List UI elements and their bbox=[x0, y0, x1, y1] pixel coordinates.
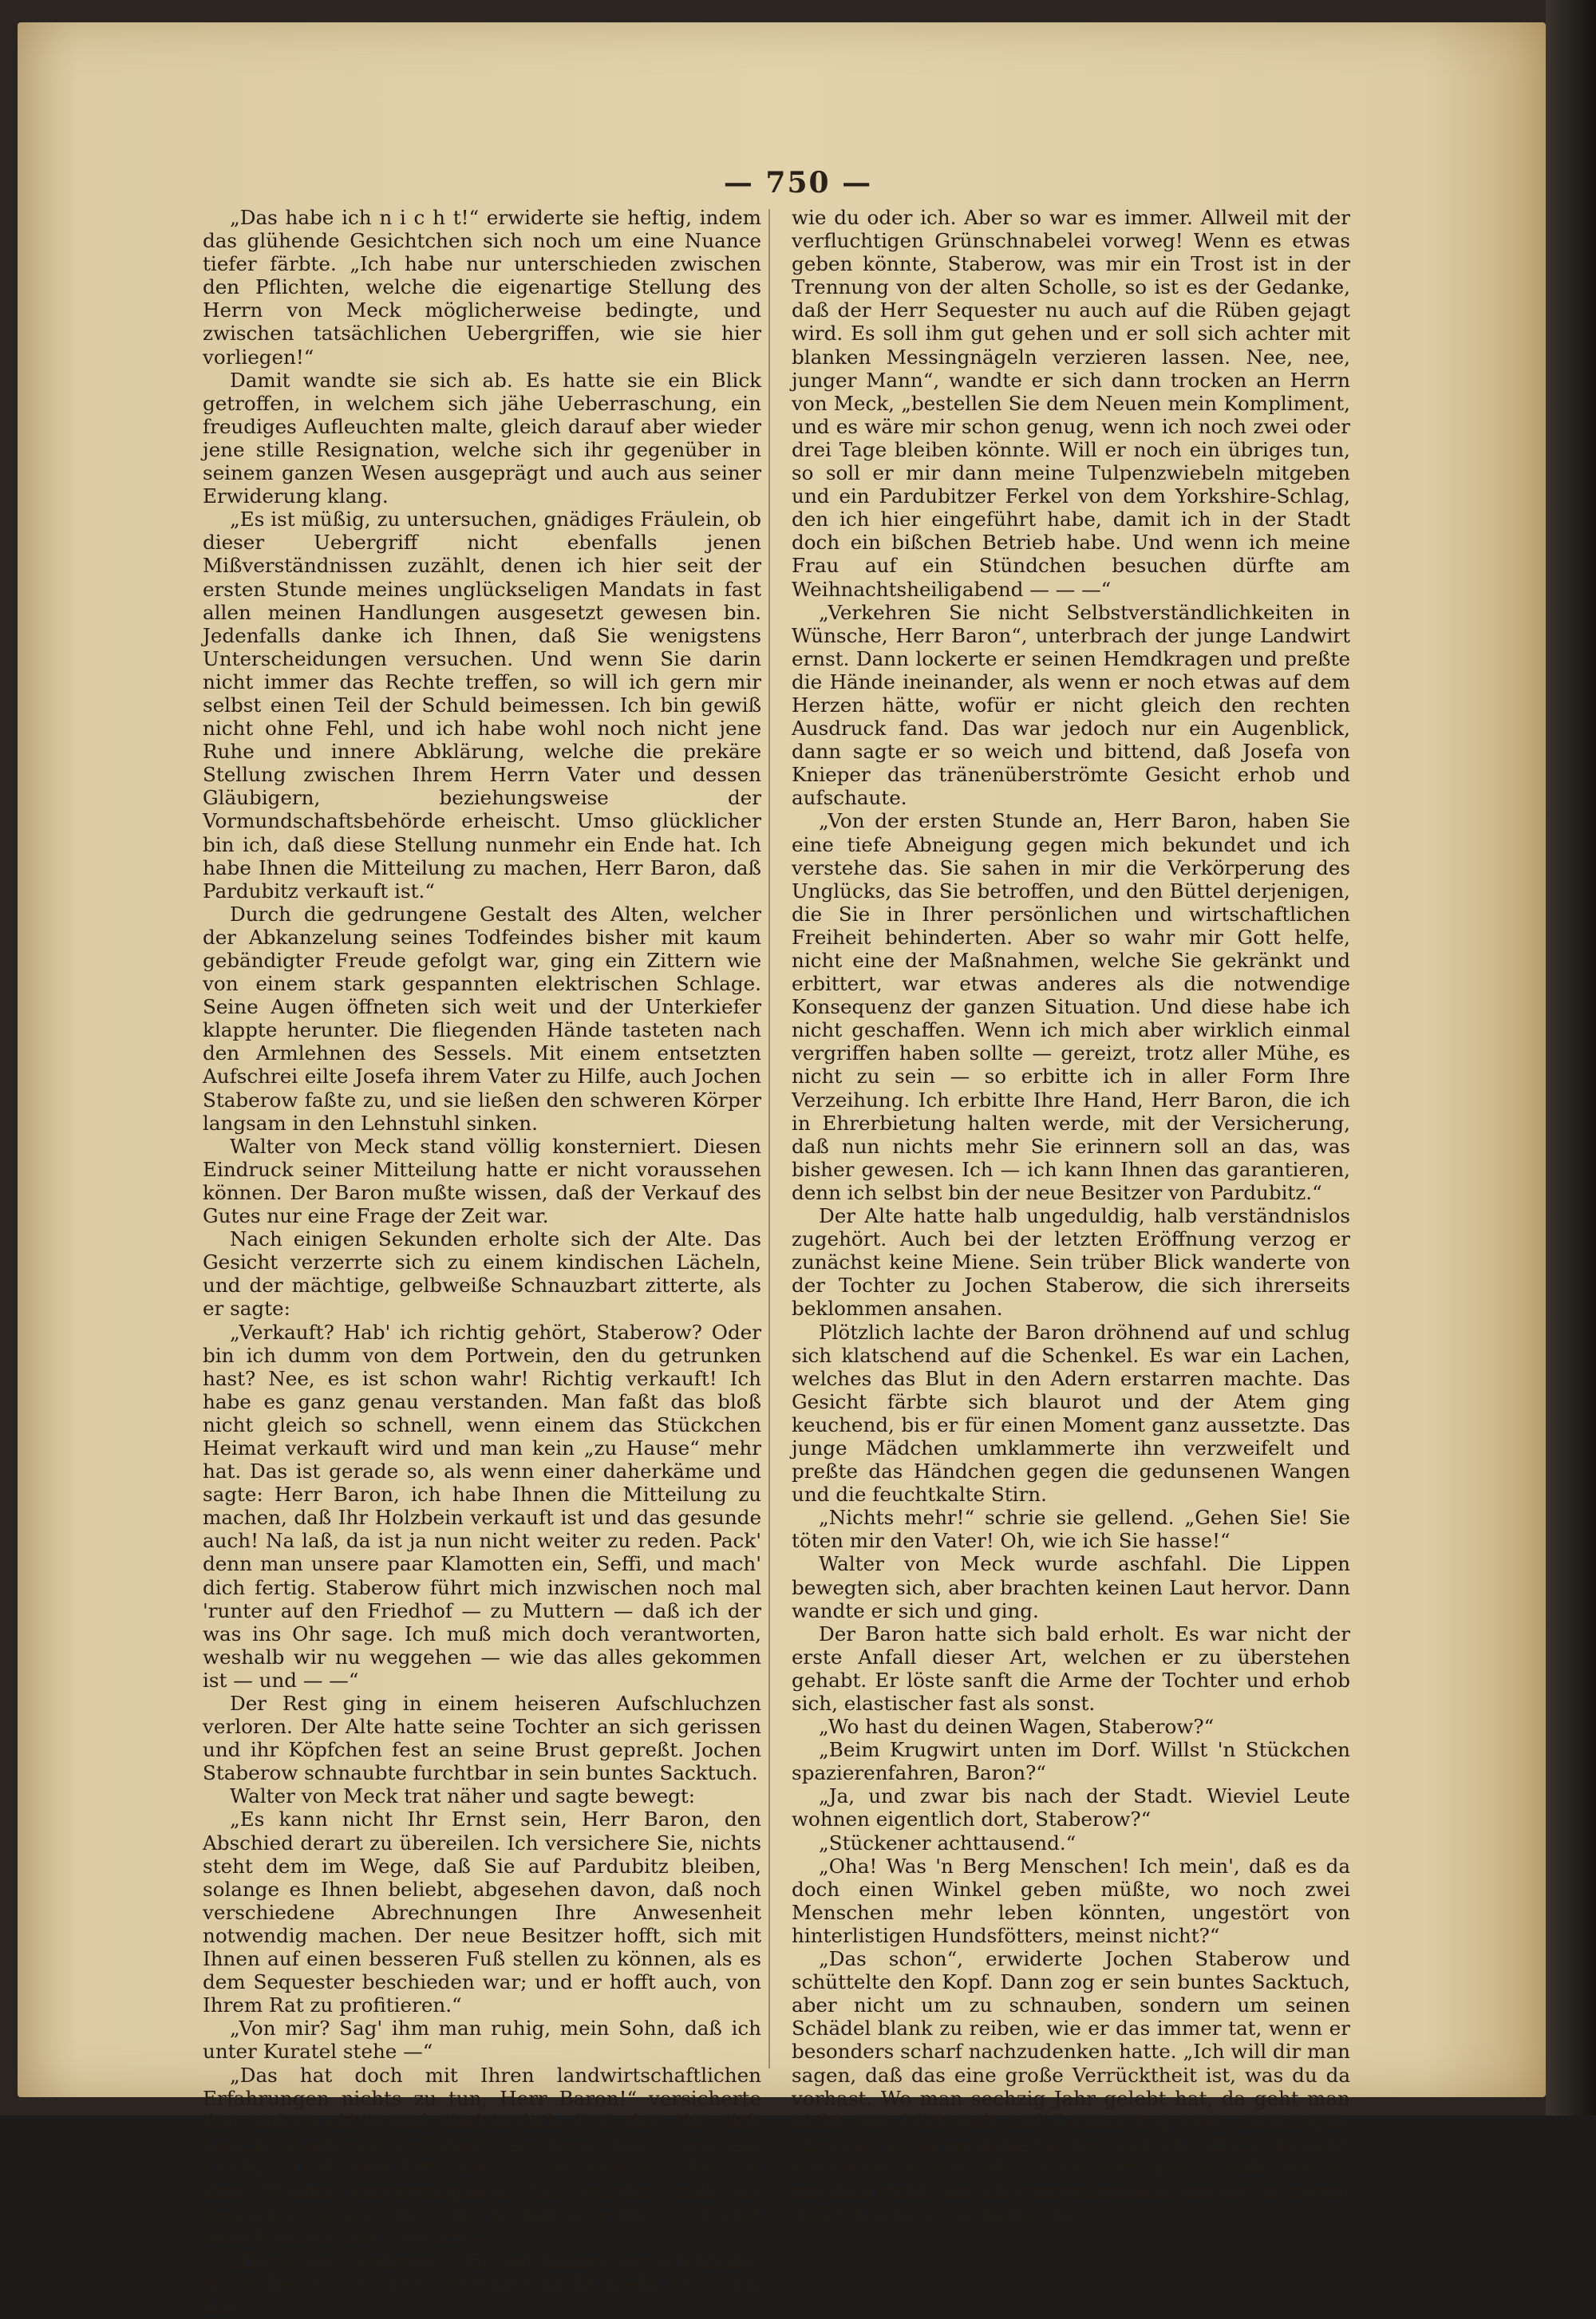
left-text-column bbox=[203, 206, 761, 2319]
paragraph: Walter von Meck stand völlig konsterniert. Diesen Eindruck seiner Mitteilung hatte er nicht voraussehen können. Der Baron mußte wissen, daß der Verkauf des Gutes nur eine Frage der Zeit war. bbox=[203, 1134, 761, 1228]
paragraph: Damit wandte sie sich ab. Es hatte sie ein Blick getroffen, in welchem sich jähe Ueberraschung, ein freudiges Aufleuchten malte, gleich darauf aber wieder jene stille Resignation, welche sich ihr gegenüber in seinem ganzen Wesen ausgeprägt und auch aus seiner Erwiderung klang. bbox=[203, 368, 761, 508]
column-divider bbox=[768, 209, 770, 2068]
paragraph: „Von der ersten Stunde an, Herr Baron, haben Sie eine tiefe Abneigung gegen mich bekundet und ich verstehe das. Sie sahen in mir die Verkörperung des Unglücks, das Sie betroffen, und den Büttel derjenigen, die Sie in Ihrer persönlichen und wirtschaftlichen Freiheit behinderten. Aber so wahr mir Gott helfe, nicht eine der Maßnahmen, welche Sie gekränkt und erbittert, war etwas anderes als die notwendige Konsequenz der ganzen Situation. Und diese habe ich nicht geschaffen. Wenn ich mich aber wirklich einmal vergriffen haben sollte — gereizt, trotz aller Mühe, es nicht zu sein — so erbitte ich in aller Form Ihre Verzeihung. Ich erbitte Ihre Hand, Herr Baron, die ich in Ehrerbietung halten werde, mit der Versicherung, daß nun nichts mehr Sie erinnern soll an das, was bisher gewesen. Ich — ich kann Ihnen das garantieren, denn ich selbst bin der neue Besitzer von Pardubitz.“ bbox=[792, 809, 1350, 1204]
paragraph: Der Baron hatte sich bald erholt. Es war nicht der erste Anfall dieser Art, welchen er zu überstehen gehabt. Er löste sanft die Arme der Tochter und erhob sich, elastischer fast als sonst. bbox=[792, 1622, 1350, 1715]
paragraph: Walter von Meck trat näher und sagte bewegt: bbox=[230, 1784, 696, 1808]
paragraph: Durch die gedrungene Gestalt des Alten, welcher der Abkanzelung seines Todfeindes bisher mit kaum gebändigter Freude gefolgt war, ging ein Zittern wie von einem stark gespannten elektrischen Schlage. Seine Augen öffneten sich weit und der Unterkiefer klappte herunter. Die fliegenden Hände tasteten nach den Armlehnen des Sessels. Mit einem entsetzten Aufschrei eilte Josefa ihrem Vater zu Hilfe, auch Jochen Staberow faßte zu, und sie ließen den schweren Körper langsam in den Lehnstuhl sinken. bbox=[203, 902, 761, 1135]
paragraph: „Verkauft? Hab' ich richtig gehört, Staberow? Oder bin ich dumm von dem Portwein, den du getrunken hast? Nee, es ist schon wahr! Richtig verkauft! Ich habe es ganz genau verstanden. Man faßt das bloß nicht gleich so schnell, wenn einem das Stückchen Heimat verkauft wird und man kein „zu Hause“ mehr hat. Das ist gerade so, als wenn einer daherkäme und sagte: Herr Baron, ich habe Ihnen die Mitteilung zu machen, daß Ihr Holzbein verkauft ist und das gesunde auch! Na laß, da ist ja nun nicht weiter zu reden. Pack' denn man unsere paar Klamotten ein, Seffi, und mach' dich fertig. Staberow führt mich inzwischen noch mal 'runter auf den Friedhof — zu Muttern — daß ich der was ins Ohr sage. Ich muß mich doch verantworten, weshalb wir nu weggehen — wie das alles gekommen ist — und — —“ bbox=[203, 1320, 761, 1692]
paragraph: „Das schon“, erwiderte Jochen Staberow und schüttelte den Kopf. Dann zog er sein buntes Sacktuch, aber nicht um zu schnauben, sondern um seinen Schädel blank zu reiben, wie er das immer tat, wenn er besonders scharf nachzudenken hatte. „Ich will dir man sagen, daß das eine große Verrücktheit ist, was du da vorhast. Wo man sechzig Jahr gelebt hat, da geht man nicht von Mittwoch auf Donnerstag weg, sozusagen. Aber das ist ja nu deine Sache, und ich will dir da nicht reinreden, Baron. Als ich gestern gehört hab', wie es um dich steht, bin ich rausgekommen, um dir zu sagen, daß ich in meinem Haus ein bbox=[792, 1947, 1350, 2226]
paragraph: „Oha! Was 'n Berg Menschen! Ich mein', daß es da doch einen Winkel geben müßte, wo noch zwei Menschen mehr leben könnten, ungestört von hinterlistigen Hundsfötters, meinst nicht?“ bbox=[792, 1854, 1350, 1947]
paragraph: Walter von Meck wurde aschfahl. Die Lippen bewegten sich, aber brachten keinen Laut hervor. Dann wandte er sich und ging. bbox=[792, 1552, 1350, 1622]
paragraph: Nach einigen Sekunden erholte sich der Alte. Das Gesicht verzerrte sich zu einem kindischen Lächeln, und der mächtige, gelbweiße Schnauzbart zitterte, als er sagte: bbox=[203, 1227, 761, 1321]
paragraph: „Stückener achttausend.“ bbox=[819, 1831, 1077, 1855]
paragraph: „Nichts mehr!“ schrie sie gellend. „Gehen Sie! Sie töten mir den Vater! Oh, wie ich Sie hasse!“ bbox=[792, 1506, 1350, 1553]
paragraph: „Es ist müßig, zu untersuchen, gnädiges Fräulein, ob dieser Uebergriff nicht ebenfalls jenen Mißverständnissen zuzählt, denen ich hier seit der ersten Stunde meines unglückseligen Mandats in fast allen meinen Handlungen ausgesetzt gewesen bin. Jedenfalls danke ich Ihnen, daß Sie wenigstens Unterscheidungen versuchen. Und wenn Sie darin nicht immer das Rechte treffen, so will ich gern mir selbst einen Teil der Schuld beimessen. Ich bin gewiß nicht ohne Fehl, und ich habe wohl noch nicht jene Ruhe und innere Abklärung, welche die prekäre Stellung zwischen Ihrem Herrn Vater und dessen Gläubigern, beziehungsweise der Vormundschaftsbehörde erheischt. Umso glücklicher bin ich, daß diese Stellung nunmehr ein Ende hat. Ich habe Ihnen die Mitteilung zu machen, Herr Baron, daß Pardubitz verkauft ist.“ bbox=[203, 508, 761, 903]
paragraph: „Das hat doch mit Ihren landwirtschaftlichen Erfahrungen nichts zu tun, Herr Baron!“ versicherte der andere eifrig und eindringlich. Daß der Alte sich hierzu überhaupt geäußert, erschien ihm schon ein Erfolg. „Und dann bitte ich Sie, zu erwägen, daß wir dem Winter entgegengehen. Sie würden sich da besonders schwer in neue Verhältnisse finden. Es ist mein lebhaftester Wunsch —“ bbox=[203, 2063, 761, 2250]
right-text-column bbox=[792, 206, 1350, 2226]
paragraph: Der Alte hatte halb ungeduldig, halb verständnislos zugehört. Auch bei der letzten Eröffnung verzog er zunächst keine Miene. Sein trüber Blick wanderte von der Tochter zu Jochen Staberow, die sich ihrerseits beklommen ansahen. bbox=[792, 1204, 1350, 1321]
paragraph: „Von mir? Sag' ihm man ruhig, mein Sohn, daß ich unter Kuratel stehe —“ bbox=[203, 2017, 761, 2064]
paragraph: „Wo hast du deinen Wagen, Staberow?“ bbox=[819, 1715, 1215, 1739]
paragraph: „Das habe ich n i c h t!“ erwiderte sie heftig, indem das glühende Gesichtchen sich noch um eine Nuance tiefer färbte. „Ich habe nur unterschieden zwischen den Pflichten, welche die eigenartige Stellung des Herrn von Meck möglicherweise bedingte, und zwischen tatsächlichen Uebergriffen, wie sie hier vorliegen!“ bbox=[203, 206, 761, 369]
paragraph: Plötzlich lachte der Baron dröhnend auf und schlug sich klatschend auf die Schenkel. Es war ein Lachen, welches das Blut in den Adern erstarren machte. Das Gesicht färbte sich blaurot und der Atem ging keuchend, bis er für einen Moment ganz aussetzte. Das junge Mädchen umklammerte ihn verzweifelt und preßte das Händchen gegen die gedunsenen Wangen und die feuchtkalte Stirn. bbox=[792, 1320, 1350, 1507]
paragraph: wie du oder ich. Aber so war es immer. Allweil mit der verfluchtigen Grünschnabelei vorweg! Wenn es etwas geben könnte, Staberow, was mir ein Trost ist in der Trennung von der alten Scholle, so ist es der Gedanke, daß der Herr Sequester nu auch auf die Rüben gejagt wird. Es soll ihm gut gehen und er soll sich achter mit blanken Messingnägeln verzieren lassen. Nee, nee, junger Mann“, wandte er sich dann trocken an Herrn von Meck, „bestellen Sie dem Neuen mein Kompliment, und es wäre mir schon genug, wenn ich noch zwei oder drei Tage bleiben könnte. Will er noch ein übriges tun, so soll er mir dann meine Tulpenzwiebeln mitgeben und ein Pardubitzer Ferkel von dem Yorkshire-Schlag, den ich hier eingeführt habe, damit ich in der Stadt doch ein bißchen Betrieb habe. Und wenn ich meine Frau auf ein Stündchen besuchen dürfte am Weihnachtsheiligabend — — —“ bbox=[792, 206, 1350, 601]
book-binding bbox=[1546, 0, 1596, 2116]
paragraph: „Es kann nicht Ihr Ernst sein, Herr Baron, den Abschied derart zu übereilen. Ich versichere Sie, nichts steht dem im Wege, daß Sie auf Pardubitz bleiben, solange es Ihnen beliebt, abgesehen davon, daß noch verschiedene Abrechnungen Ihre Anwesenheit notwendig machen. Der neue Besitzer hofft, sich mit Ihnen auf einen besseren Fuß stellen zu können, als es dem Sequester beschieden war; und er hofft auch, von Ihrem Rat zu profitieren.“ bbox=[203, 1807, 761, 2017]
paragraph: „Hörst du, Staberow? Er hat immer noch lebhafte Wünsche, wo er doch jetzt hier nicht mehr zu sagen hat, bbox=[203, 2249, 761, 2319]
paragraph: „Ja, und zwar bis nach der Stadt. Wieviel Leute wohnen eigentlich dort, Staberow?“ bbox=[792, 1784, 1350, 1831]
page-number: — 750 — bbox=[723, 166, 873, 200]
paragraph: „Beim Krugwirt unten im Dorf. Willst 'n Stückchen spazierenfahren, Baron?“ bbox=[792, 1738, 1350, 1785]
paragraph: Der Rest ging in einem heiseren Aufschluchzen verloren. Der Alte hatte seine Tochter an sich gerissen und ihr Köpfchen fest an seine Brust gepreßt. Jochen Staberow schnaubte furchtbar in sein buntes Sacktuch. bbox=[203, 1692, 761, 1785]
paragraph: „Verkehren Sie nicht Selbstverständlichkeiten in Wünsche, Herr Baron“, unterbrach der junge Landwirt ernst. Dann lockerte er seinen Hemdkragen und preßte die Hände ineinander, als wenn er noch etwas auf dem Herzen hätte, wofür er nicht gleich den rechten Ausdruck fand. Das war jedoch nur ein Augenblick, dann sagte er so weich und bittend, daß Josefa von Knieper das tränenüberströmte Gesicht erhob und aufschaute. bbox=[792, 600, 1350, 810]
